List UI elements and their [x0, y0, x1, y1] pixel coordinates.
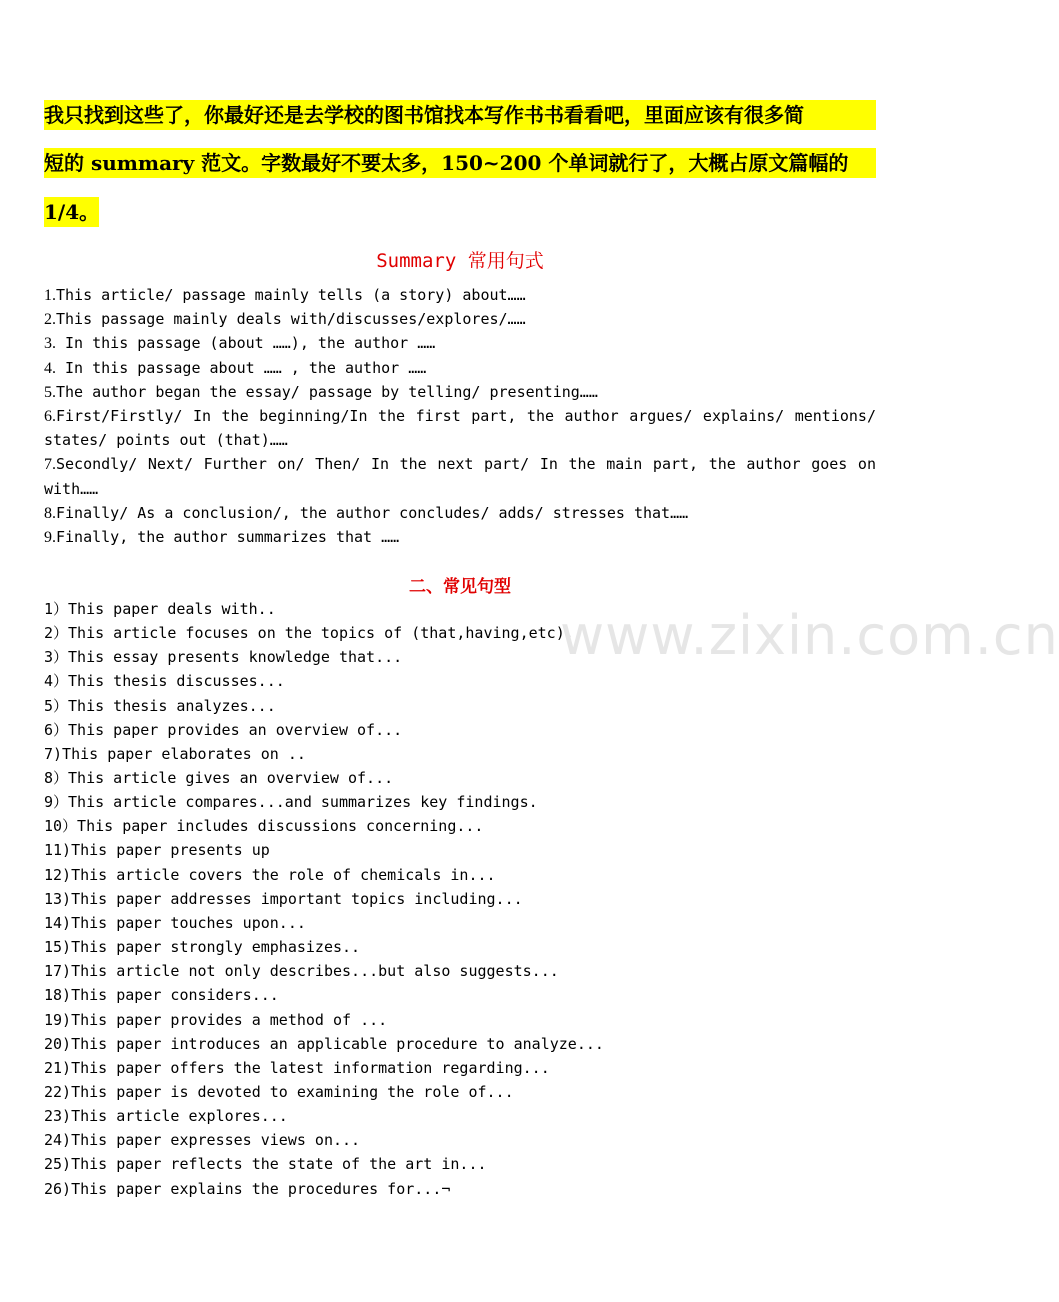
item-text: The author began the essay/ passage by telling/ presenting……	[56, 383, 598, 401]
item-text: First/Firstly/ In the beginning/In the first part, the author argues/ explains/ mentions/	[56, 407, 876, 425]
sentence-pattern-item: 17)This article not only describes...but also suggests...	[44, 962, 559, 980]
sentence-pattern-item: 22)This paper is devoted to examining the role of...	[44, 1083, 514, 1101]
intro-line-3: 1/4。	[44, 197, 99, 227]
summary-phrase-item	[44, 356, 426, 380]
summary-phrase-item	[44, 307, 526, 331]
item-number: 2.	[44, 311, 56, 328]
item-number: 3.	[44, 335, 56, 352]
item-number: 4.	[44, 360, 56, 377]
item-number: 7.	[44, 456, 56, 473]
item-text: This article/ passage mainly tells (a story) about……	[56, 286, 526, 304]
sentence-pattern-item: 21)This paper offers the latest information regarding...	[44, 1059, 550, 1077]
sentence-pattern-item: 6）This paper provides an overview of...	[44, 721, 403, 739]
summary-phrase-item	[44, 501, 688, 525]
intro-line-2: 短的 summary 范文。字数最好不要太多，150~200 个单词就行了，大概占原文篇幅的	[44, 148, 876, 178]
sentence-pattern-item: 1）This paper deals with..	[44, 600, 276, 618]
summary-phrase-item	[44, 380, 598, 404]
item-text: Finally/ As a conclusion/, the author concludes/ adds/ stresses that……	[56, 504, 689, 522]
item-text: Finally, the author summarizes that ……	[56, 528, 400, 546]
sentence-pattern-item: 13)This paper addresses important topics including...	[44, 890, 523, 908]
item-number: 5.	[44, 384, 56, 401]
item-number: 1.	[44, 287, 56, 304]
section2-title: 二、常见句型	[409, 577, 511, 597]
sentence-pattern-item: 8）This article gives an overview of...	[44, 769, 394, 787]
sentence-pattern-item: 2）This article focuses on the topics of (that,having,etc).	[44, 624, 574, 642]
item-text: This passage mainly deals with/discusses/explores/……	[56, 310, 526, 328]
sentence-pattern-item: 23)This article explores...	[44, 1107, 288, 1125]
item-number: 8.	[44, 505, 56, 522]
sentence-pattern-item: 24)This paper expresses views on...	[44, 1131, 361, 1149]
summary-phrase-item	[44, 283, 526, 307]
item-text: In this passage (about ……), the author ……	[56, 334, 436, 352]
sentence-pattern-item: 25)This paper reflects the state of the art in...	[44, 1155, 487, 1173]
sentence-pattern-item: 19)This paper provides a method of ...	[44, 1011, 388, 1029]
sentence-pattern-item: 12)This article covers the role of chemicals in...	[44, 866, 496, 884]
item-text-continued: with……	[44, 480, 99, 498]
sentence-pattern-item: 3）This essay presents knowledge that...	[44, 648, 403, 666]
sentence-pattern-item: 14)This paper touches upon...	[44, 914, 306, 932]
summary-phrase-item	[44, 331, 435, 355]
summary-phrase-item	[44, 452, 876, 476]
sentence-pattern-item: 7)This paper elaborates on ..	[44, 745, 306, 763]
sentence-pattern-item: 11)This paper presents up	[44, 841, 270, 859]
item-number: 6.	[44, 408, 56, 425]
summary-phrase-item	[44, 404, 876, 428]
sentence-pattern-item: 26)This paper explains the procedures for...¬	[44, 1180, 451, 1198]
sentence-pattern-item: 9）This article compares...and summarizes key findings.	[44, 793, 538, 811]
item-number: 9.	[44, 529, 56, 546]
summary-phrase-item	[44, 525, 399, 549]
item-text: In this passage about …… , the author ……	[56, 359, 427, 377]
sentence-pattern-item: 4）This thesis discusses...	[44, 672, 285, 690]
sentence-pattern-item: 20)This paper introduces an applicable procedure to analyze...	[44, 1035, 604, 1053]
sentence-pattern-item: 18)This paper considers...	[44, 986, 279, 1004]
item-text: Secondly/ Next/ Further on/ Then/ In the next part/ In the main part, the author goes on	[56, 455, 876, 473]
sentence-pattern-item: 15)This paper strongly emphasizes..	[44, 938, 361, 956]
sentence-pattern-item: 5）This thesis analyzes...	[44, 697, 276, 715]
watermark: www.zixin.com.cn	[560, 604, 1059, 667]
item-text-continued: states/ points out (that)……	[44, 431, 288, 449]
intro-line-1: 我只找到这些了，你最好还是去学校的图书馆找本写作书书看看吧，里面应该有很多简	[44, 100, 876, 130]
sentence-pattern-item: 10）This paper includes discussions concerning...	[44, 817, 484, 835]
section1-title: Summary 常用句式	[376, 250, 544, 272]
